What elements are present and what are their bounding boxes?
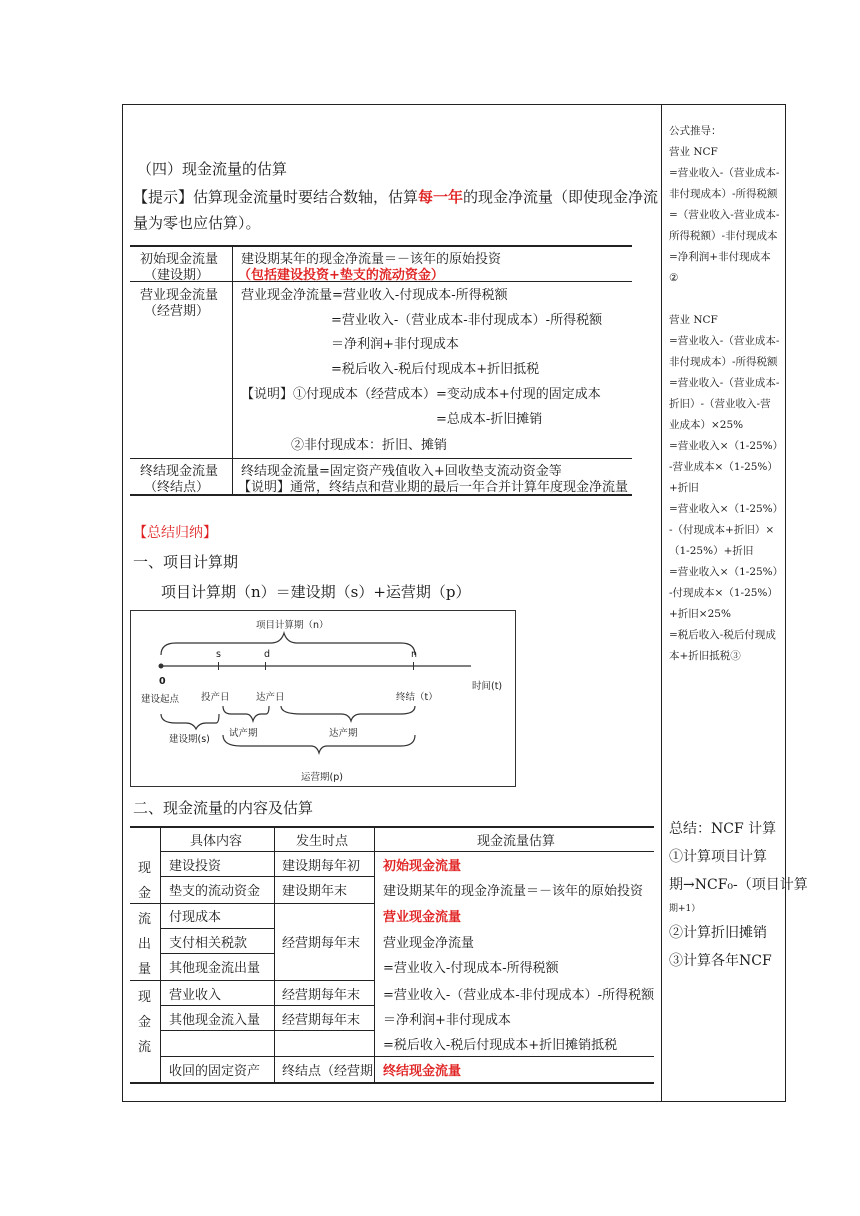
row-text: ②非付现成本：折旧、摊销 — [291, 438, 448, 453]
item-cell: 付现成本 — [169, 910, 222, 925]
estimate-text: 建设期某年的现金净流量＝－该年的原始投资 — [383, 884, 644, 899]
sidebar-derivation — [669, 121, 783, 667]
item-cell: 建设投资 — [169, 859, 222, 874]
estimate-title: 营业现金流量 — [383, 910, 462, 925]
tick-label: s — [216, 649, 221, 660]
estimate-text: =营业收入-付现成本-所得税额 — [383, 961, 559, 976]
sidebar-line: =净利润+非付现成本 — [669, 251, 771, 263]
sidebar-line: ② — [669, 272, 679, 284]
group-char: 流 — [138, 1040, 152, 1055]
estimate-text: =税后收入-税后付现成本+折旧摊销抵税 — [383, 1038, 618, 1053]
row-text: 营业现金净流量=营业收入-付现成本-所得税额 — [241, 288, 508, 303]
sidebar-line: 非付现成本）-所得税额 — [669, 356, 778, 368]
header-cell: 具体内容 — [190, 834, 243, 849]
sidebar-line: =（营业收入-营业成本- — [669, 209, 780, 221]
sidebar-line: =营业收入-（营业成本- — [669, 377, 780, 389]
group-char: 金 — [138, 1015, 152, 1030]
row-text: =总成本-折旧摊销 — [436, 412, 543, 427]
sidebar-line: =税后收入-税后付现成 — [669, 629, 776, 641]
item-cell: 收回的固定资产 — [169, 1064, 261, 1079]
axis-label: 时间(t) — [472, 681, 503, 692]
tip-text-a: 【提示】估算现金流量时要结合数轴，估算 — [133, 188, 419, 206]
point-label: 达产日 — [256, 692, 285, 703]
operate-period-label: 运营期(p) — [301, 772, 343, 783]
time-cell: 终结点（经营期 — [282, 1064, 374, 1079]
row-red-note: （包括建设投资+垫支的流动资金） — [238, 268, 444, 283]
group-char: 现 — [138, 861, 152, 876]
sidebar-line: =营业收入-（营业成本- — [669, 167, 780, 179]
section-title: （四）现金流量的估算 — [137, 160, 288, 178]
sidebar-line: +折旧 — [669, 482, 699, 494]
point-label: 投产日 — [201, 692, 230, 703]
group-char: 量 — [138, 962, 152, 977]
reach-period-label: 达产期 — [329, 728, 358, 739]
sidebar-line: -（付现成本+折旧）× — [669, 524, 775, 536]
estimate-text: 营业现金净流量 — [383, 936, 475, 951]
summary-line: 期+1） — [669, 904, 701, 914]
sidebar-line: 所得税额）-非付现成本 — [669, 230, 778, 242]
row-text: =营业收入-（营业成本-非付现成本）-所得税额 — [331, 313, 603, 328]
sidebar-line: 营业 NCF — [669, 146, 718, 158]
sidebar-line: 业成本）×25% — [669, 419, 744, 431]
item-cell: 其他现金流入量 — [169, 1013, 261, 1028]
time-cell: 建设期每年初 — [282, 859, 361, 874]
sidebar-line: =营业收入-（营业成本- — [669, 335, 780, 347]
item-cell: 其他现金流出量 — [169, 961, 261, 976]
summary-line: 期→NCF₀-（项目计算 — [669, 877, 808, 893]
row-label: 初始现金流量 — [140, 252, 219, 267]
group-char: 出 — [138, 937, 152, 952]
column-divider — [661, 104, 662, 1102]
sidebar-line: +折旧×25% — [669, 608, 731, 620]
sidebar-line: 非付现成本）-所得税额 — [669, 188, 778, 200]
item-cell: 垫支的流动资金 — [169, 884, 261, 899]
sidebar-line: -付现成本×（1-25%） — [669, 587, 778, 599]
tick-label: n — [411, 649, 418, 660]
tip-line-2: 量为零也应估算）。 — [133, 214, 261, 232]
tip-text-red: 每一年 — [418, 188, 464, 206]
estimate-text: ＝净利润+非付现成本 — [383, 1013, 511, 1028]
row-label: 营业现金流量 — [140, 288, 219, 303]
estimate-text: =营业收入-（营业成本-非付现成本）-所得税额 — [383, 988, 655, 1003]
point-label: 终结（t） — [396, 692, 438, 703]
sidebar-summary — [669, 815, 808, 975]
sidebar-line: -营业成本×（1-25%） — [669, 461, 778, 473]
group-char: 金 — [138, 886, 152, 901]
summary-item-1: 一、项目计算期 — [133, 553, 239, 571]
header-cell: 发生时点 — [296, 834, 349, 849]
item-cell: 支付相关税款 — [169, 936, 248, 951]
row-text: 建设期某年的现金净流量＝－该年的原始投资 — [241, 252, 502, 267]
summary-line: 总结：NCF 计算 — [669, 821, 777, 837]
row-text: 【说明】①付现成本（经营成本）=变动成本+付现的固定成本 — [241, 387, 601, 402]
time-cell: 经营期每年末 — [282, 1013, 361, 1028]
tick-label: 0 — [159, 676, 166, 687]
row-text: ＝净利润+非付现成本 — [331, 337, 459, 352]
row-text: =税后收入-税后付现成本+折旧抵税 — [331, 362, 540, 377]
sidebar-line: =营业收入×（1-25%） — [669, 503, 784, 515]
summary-line: ③计算各年NCF — [669, 953, 772, 969]
project-timeline-diagram — [130, 610, 516, 787]
timeline-svg — [131, 611, 514, 785]
sidebar-line: （1-25%）+折旧 — [669, 545, 754, 557]
sidebar-line: 公式推导： — [669, 125, 722, 137]
time-cell: 经营期每年末 — [282, 936, 361, 951]
summary-formula: 项目计算期（n）＝建设期（s）+运营期（p） — [161, 583, 471, 601]
trial-period-label: 试产期 — [229, 728, 258, 739]
time-cell: 经营期每年末 — [282, 988, 361, 1003]
tip-text-b: 的现金净流量（即使现金净流 — [463, 188, 659, 206]
sidebar-line: 折旧）-（营业收入-营 — [669, 398, 771, 410]
row-text: 【说明】通常，终结点和营业期的最后一年合并计算年度现金净流量 — [238, 480, 629, 495]
row-label-sub: （终结点） — [144, 480, 210, 495]
summary-item-2: 二、现金流量的内容及估算 — [133, 799, 314, 817]
group-char: 现 — [138, 990, 152, 1005]
summary-heading: 【总结归纳】 — [133, 525, 217, 541]
row-text: 终结现金流量=固定资产残值收入+回收垫支流动资金等 — [241, 464, 562, 479]
estimate-title: 初始现金流量 — [383, 859, 462, 874]
row-label: 终结现金流量 — [140, 464, 219, 479]
group-char: 流 — [138, 912, 152, 927]
tick-label: d — [264, 649, 271, 660]
row-label-sub: （经营期） — [144, 304, 210, 319]
sidebar-line: 本+折旧抵税③ — [669, 650, 741, 662]
sidebar-line: 营业 NCF — [669, 314, 718, 326]
sidebar-line — [669, 289, 783, 310]
header-cell: 现金流量估算 — [477, 834, 556, 849]
tip-line-1 — [133, 186, 658, 207]
row-label-sub: （建设期） — [144, 268, 210, 283]
point-label: 建设起点 — [141, 694, 180, 705]
timeline-top-label: 项目计算期（n） — [256, 620, 329, 631]
build-period-label: 建设期(s) — [169, 734, 210, 745]
time-cell: 建设期年末 — [282, 884, 348, 899]
summary-line: ②计算折旧摊销 — [669, 925, 767, 941]
sidebar-line: =营业收入×（1-25%） — [669, 566, 784, 578]
item-cell: 营业收入 — [169, 988, 222, 1003]
sidebar-line: =营业收入×（1-25%） — [669, 440, 784, 452]
estimate-title: 终结现金流量 — [383, 1064, 462, 1079]
summary-line: ①计算项目计算 — [669, 849, 767, 865]
